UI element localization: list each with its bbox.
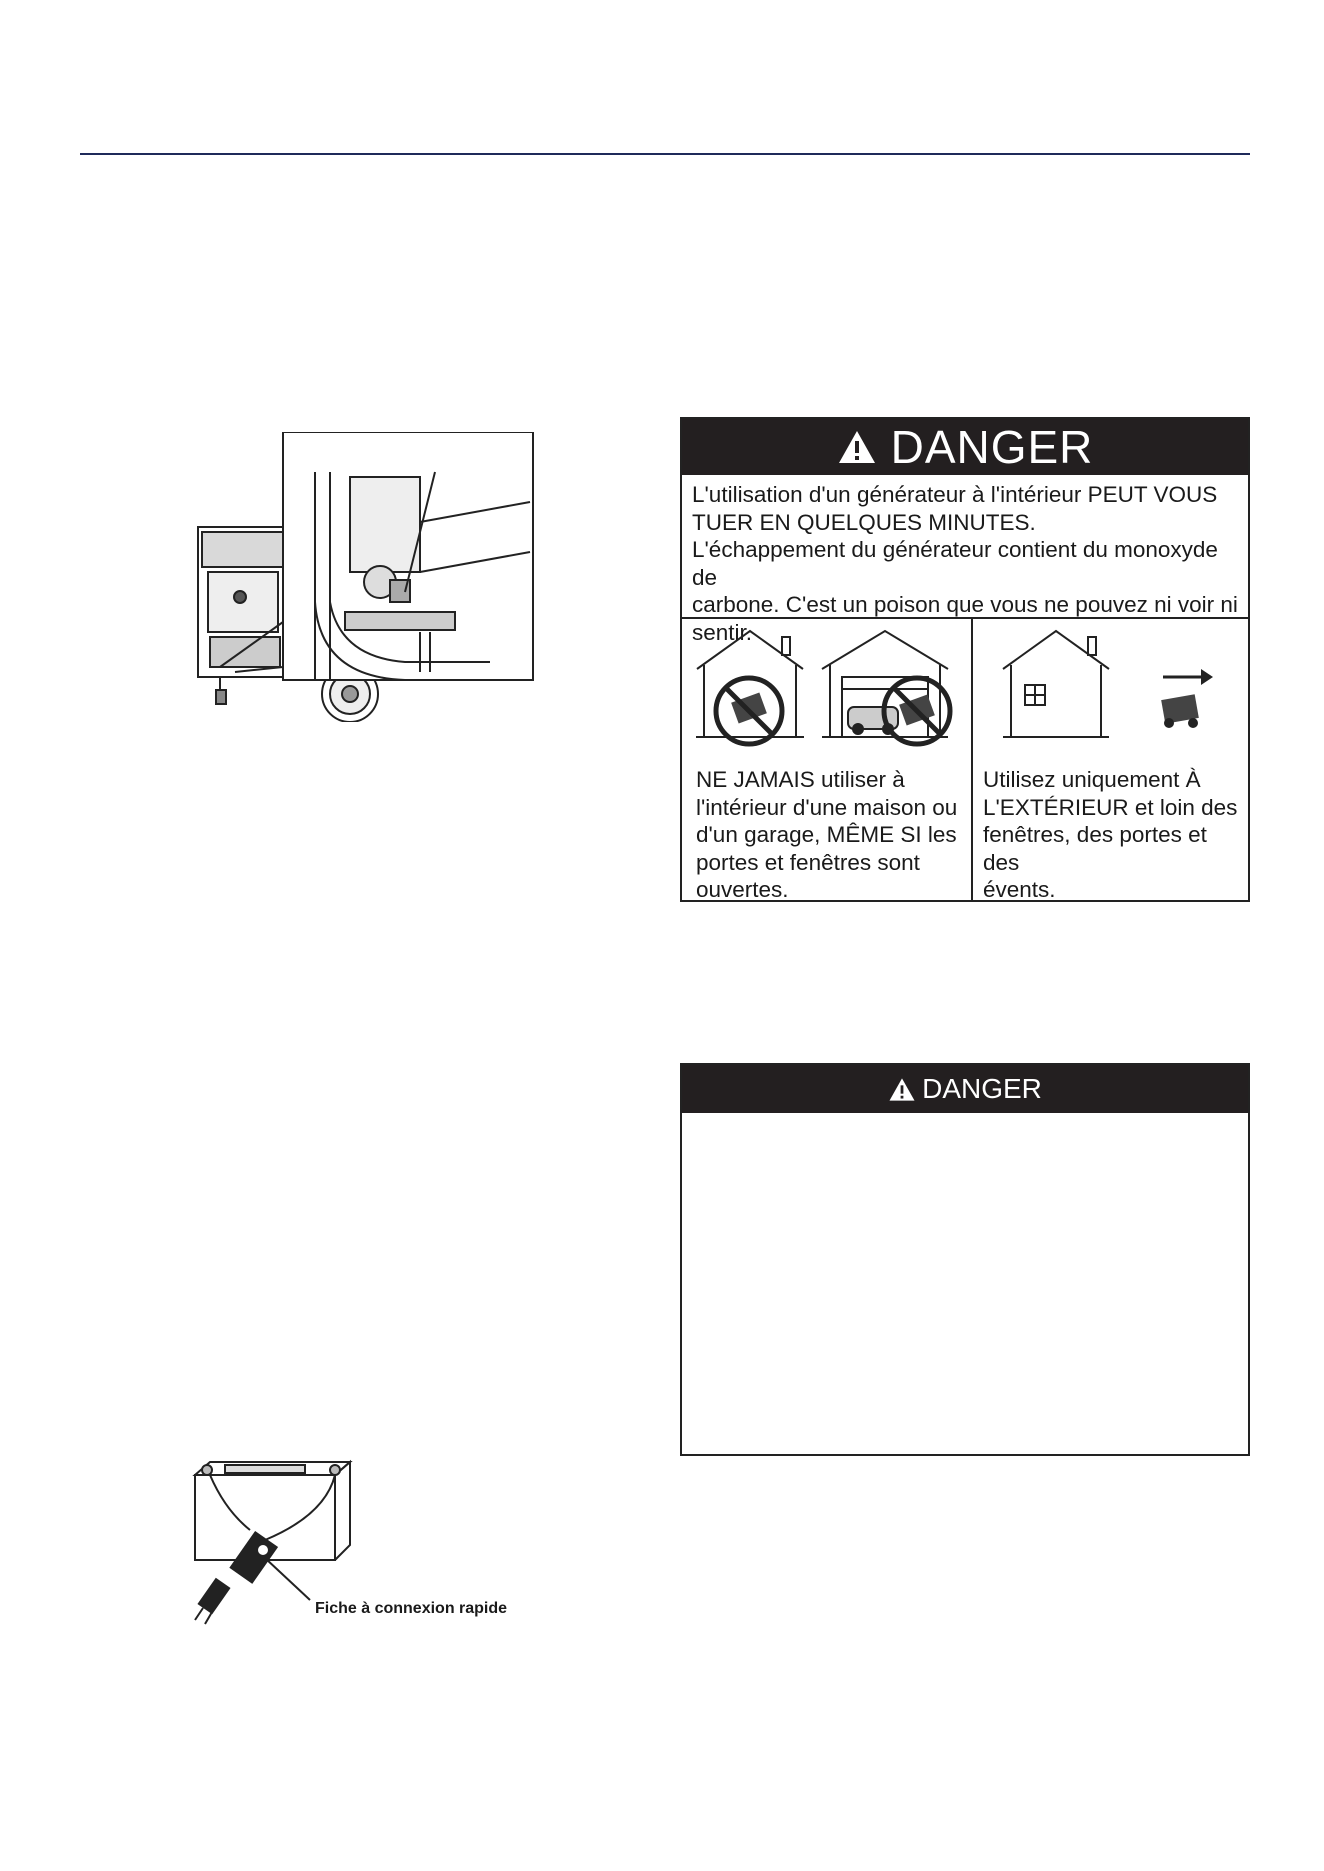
danger-header-text: DANGER — [890, 421, 1094, 473]
message-line: TUER EN QUELQUES MINUTES. — [692, 509, 1036, 535]
danger-header — [682, 419, 1248, 475]
message-line: carbone. C'est un poison que vous ne pouvez ni voir ni — [692, 592, 1238, 617]
indoor-prohibited-pictogram — [682, 619, 971, 761]
warning-triangle-icon — [837, 429, 877, 465]
instruction-line: fenêtres, des portes et des — [983, 822, 1207, 875]
instruction-line: Utilisez uniquement À — [983, 767, 1201, 792]
warning-triangle-icon — [888, 1077, 916, 1102]
co-danger-label — [680, 417, 1250, 902]
instruction-line: évents. — [983, 877, 1056, 902]
danger-message — [682, 475, 1248, 645]
generator-drain-figure — [190, 432, 535, 722]
message-line: L'échappement du générateur contient du monoxyde de — [692, 537, 1218, 590]
instruction-line: ouvertes. — [696, 877, 789, 902]
second-danger-label — [680, 1063, 1250, 1456]
instruction-line: portes et fenêtres sont — [696, 849, 920, 875]
instruction-line: l'intérieur d'une maison ou — [696, 794, 958, 820]
use-outdoors-panel — [973, 619, 1248, 900]
do-not-use-indoors-panel — [682, 619, 973, 900]
prohibited-icon — [716, 678, 950, 744]
danger-header-text: DANGER — [922, 1073, 1042, 1104]
garage-icon — [822, 631, 948, 669]
message-line: sentir. — [692, 619, 753, 645]
instruction-line: L'EXTÉRIEUR et loin des — [983, 794, 1238, 820]
message-line: L'utilisation d'un générateur à l'intérieur PEUT VOUS — [692, 482, 1218, 507]
header-rule — [80, 153, 1250, 155]
outdoor-use-pictogram — [973, 619, 1248, 761]
instruction-line: NE JAMAIS utiliser à — [696, 767, 905, 792]
instruction-line: d'un garage, MÊME SI les — [696, 822, 957, 847]
generator-icon — [1161, 694, 1199, 728]
quick-connect-label: Fiche à connexion rapide — [315, 1600, 508, 1617]
battery-quick-connect-figure — [185, 1450, 545, 1640]
danger-header — [682, 1065, 1248, 1113]
